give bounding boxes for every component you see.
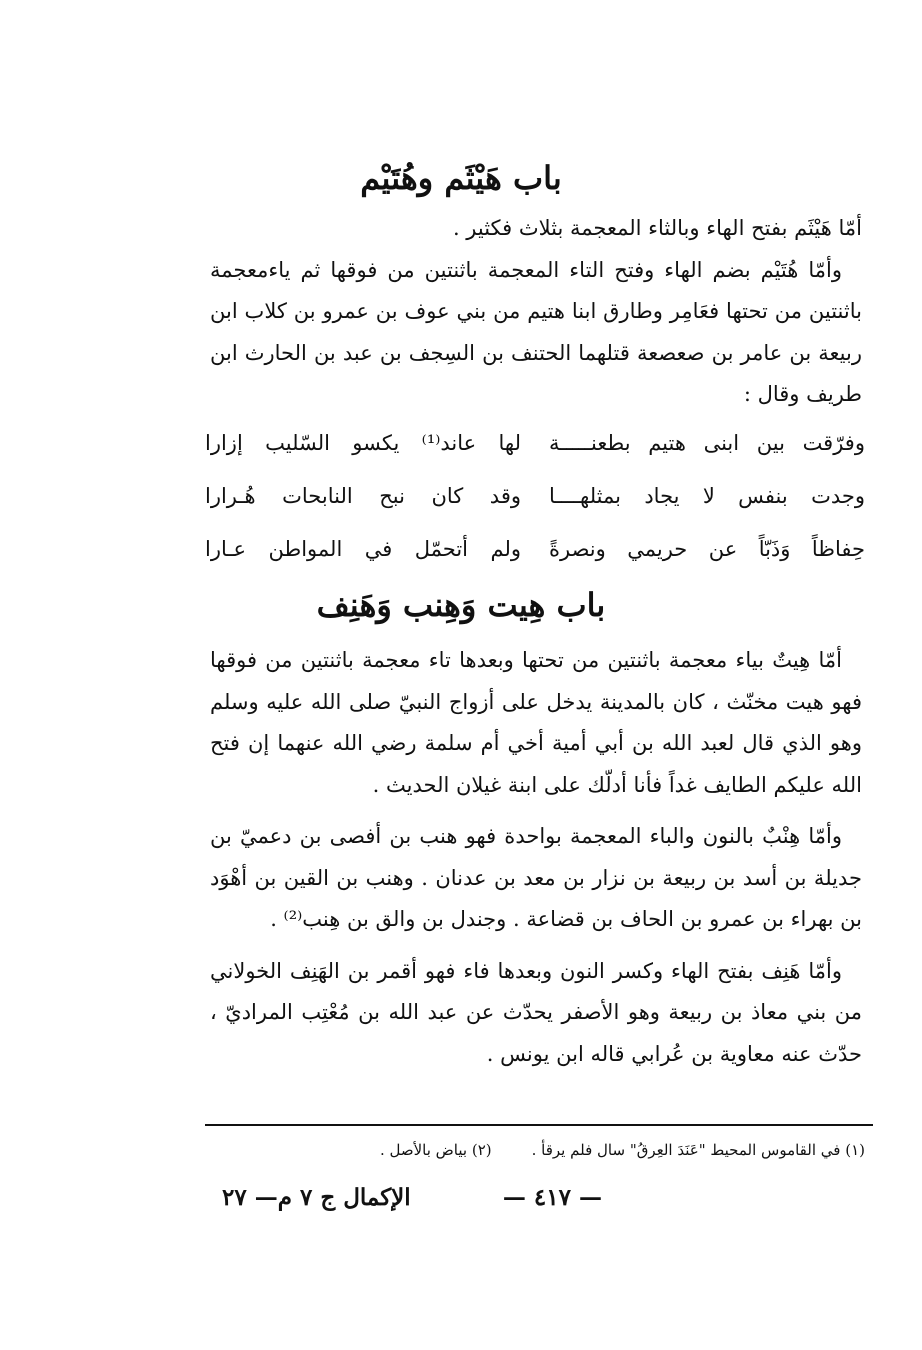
poem-verse	[205, 417, 865, 470]
poem-verse	[205, 523, 865, 576]
section-body-haytham	[210, 208, 862, 416]
section-title-hit: باب هِيت وَهِنب وَهَنِف	[316, 586, 606, 624]
poem-hemistich-first: حِفاظاً وَذَبّاً عن حريمي ونصرةً	[549, 537, 865, 561]
poem-hemistich-second: وقد كان نبح النابحات هُـرارا	[205, 484, 521, 508]
poem-hemistich-first: وفرّقت بين ابنى هتيم بطعنـــــة	[549, 431, 865, 455]
poem-hemistich-second: ولم أتحمّل في المواطن عـارا	[205, 537, 521, 561]
poem	[205, 417, 865, 576]
poem-hemistich-first: وجدت بنفس لا يجاد بمثلهــــا	[549, 484, 865, 508]
page-number: — ٤١٧ —	[502, 1184, 602, 1211]
footnote-2: (٢) بياض بالأصل .	[379, 1141, 492, 1159]
paragraph: وأمّا هُتَيْم بضم الهاء وفتح التاء المعجمة باثنتين من فوقها ثم ياءمعجمة باثنتين من تحتها فعَامِر وطارق ابنا هتيم من بني عوف بن عمرو بن كلاب ابن ربيعة بن عامر بن صعصعة قتلهما الحتنف بن السِجف بن عبد بن الحارث ابن طريف وقال :	[210, 257, 862, 406]
paragraph: وأمّا هَنِف بفتح الهاء وكسر النون وبعدها فاء فهو أقمر بن الهَنِف الخولاني من بني معاذ بن ربيعة وهو الأصفر يحدّث عن عبد الله بن مُعْتِب المراديّ ، حدّث عنه معاوية بن عُرابي قاله ابن يونس .	[210, 958, 862, 1066]
poem-hemistich-second: لها عاند⁽¹⁾ يكسو السّليب إزارا	[205, 431, 521, 455]
footnote-divider	[205, 1124, 873, 1126]
section-title-haytham: باب هَيْثَم وهُتَيْم	[360, 159, 562, 197]
poem-verse	[205, 470, 865, 523]
page-footer	[222, 1180, 602, 1216]
signature-mark: الإكمال ج ٧ م— ٢٧	[222, 1184, 411, 1211]
footnote-1: (١) في القاموس المحيط "عَنَدَ العِرقُ" سال فلم يرقأ .	[531, 1141, 865, 1159]
paragraph: أمّا هَيْثَم بفتح الهاء وبالثاء المعجمة بثلاث فكثير .	[452, 216, 862, 240]
paragraph: وأمّا هِنْبٌ بالنون والباء المعجمة بواحدة فهو هنب بن أفصى بن دعميّ بن جديلة بن أسد بن ربيعة بن نزار بن معد بن عدنان . وهنب بن القين بن أهْوَد بن بهراء بن عمرو بن الحاف بن قضاعة . وجندل بن والق بن هِنب⁽²⁾ .	[210, 824, 862, 931]
section-body-hit	[210, 640, 862, 1075]
paragraph: أمّا هِيتٌ بياء معجمة باثنتين من تحتها وبعدها تاء معجمة باثنتين من فوقها فهو هيت مخنّث ، كان بالمدينة يدخل على أزواج النبيّ صلى الله عليه وسلم وهو الذي قال لعبد الله بن أبي أمية أخي أم سلمة رضي الله عنهما إن فتح الله عليكم الطايف غداً فأنا أدلّك على ابنة غيلان الحديث .	[210, 648, 862, 797]
footnotes	[230, 1136, 865, 1164]
